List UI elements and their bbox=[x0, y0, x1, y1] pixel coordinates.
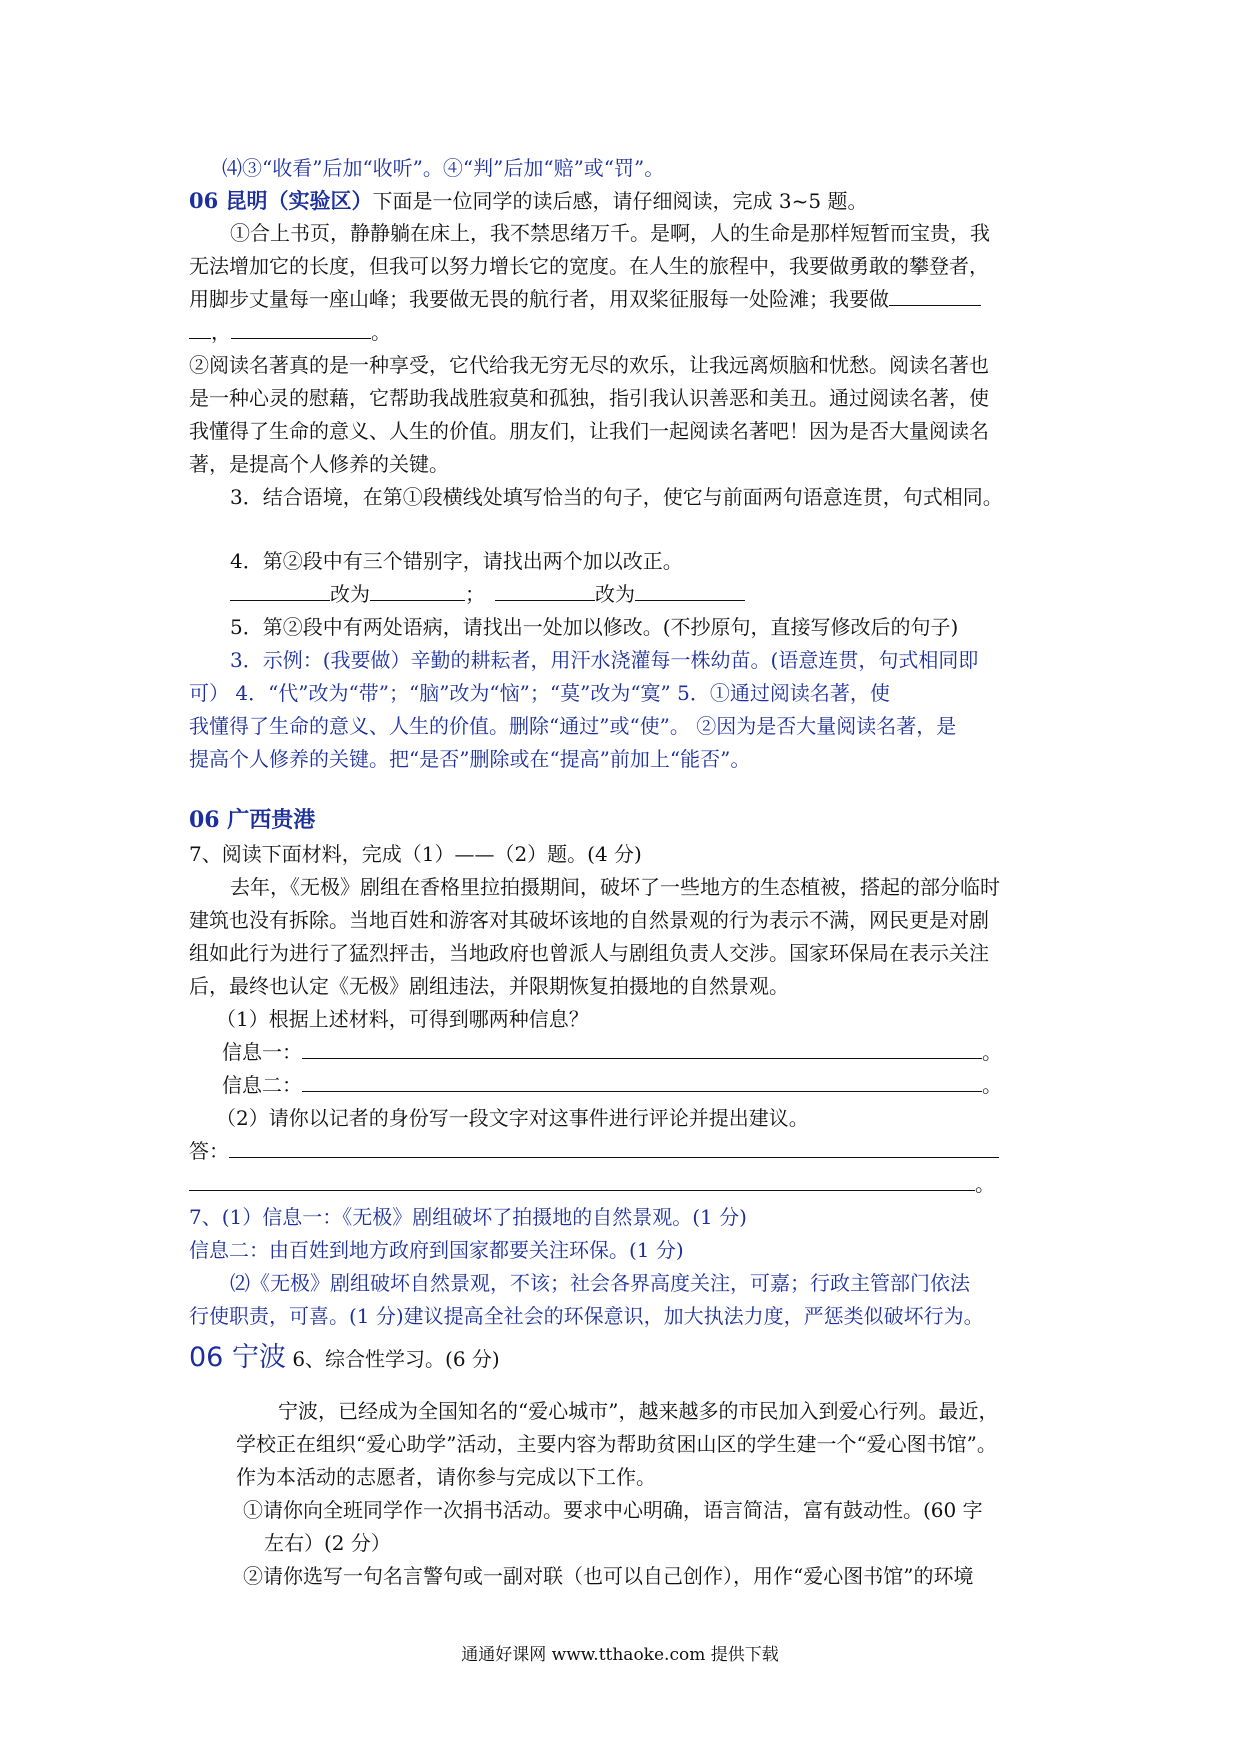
answer-blank[interactable] bbox=[230, 582, 330, 601]
answer-blank[interactable] bbox=[189, 320, 211, 339]
paragraph-line: 用脚步丈量每一座山峰；我要做无畏的航行者，用双桨征服每一处险滩；我要做 bbox=[189, 287, 981, 311]
paragraph-line: 我懂得了生命的意义、人生的价值。朋友们，让我们一起阅读名著吧！因为是否大量阅读名 bbox=[189, 419, 989, 443]
answer-line-2: 。 bbox=[189, 1172, 995, 1196]
answer-blank[interactable] bbox=[889, 287, 981, 306]
answer-line-1: 答： bbox=[189, 1139, 999, 1163]
question-line: 左右）(2 分） bbox=[264, 1531, 391, 1555]
answer-blank[interactable] bbox=[635, 582, 745, 601]
answer-line: 3．示例：(我要做）辛勤的耕耘者，用汗水浇灌每一株幼苗。(语意连贯，句式相同即 bbox=[230, 648, 979, 672]
paragraph-line: ②阅读名著真的是一种享受，它代给我无穷无尽的欢乐，让我远离烦脑和忧愁。阅读名著也 bbox=[189, 353, 989, 377]
question-3: 3．结合语境，在第①段横线处填写恰当的句子，使它与前面两句语意连贯，句式相同。 bbox=[230, 485, 1003, 509]
section-heading: 06 宁波 bbox=[189, 1342, 286, 1373]
answer-line: ⑵《无极》剧组破坏自然景观，不该；社会各界高度关注，可嘉；行政主管部门依法 bbox=[230, 1271, 970, 1295]
question-7: 7、阅读下面材料，完成（1）——（2）题。(4 分) bbox=[189, 842, 642, 866]
paragraph-line: 著，是提高个人修养的关键。 bbox=[189, 452, 449, 476]
subquestion-2: （2）请你以记者的身份写一段文字对这事件进行评论并提出建议。 bbox=[216, 1106, 809, 1130]
section-kunming-heading bbox=[189, 188, 867, 213]
question-5: 5．第②段中有两处语病，请找出一处加以修改。(不抄原句，直接写修改后的句子) bbox=[230, 615, 959, 639]
section-title: 6、综合性学习。(6 分) bbox=[292, 1347, 500, 1371]
answer-line: 行使职责，可喜。(1 分)建议提高全社会的环保意识，加大执法力度，严惩类似破坏行为。 bbox=[189, 1304, 984, 1328]
material-line: 去年，《无极》剧组在香格里拉拍摄期间，破坏了一些地方的生态植被，搭起的部分临时 bbox=[230, 875, 1000, 899]
answer-blank[interactable] bbox=[495, 582, 595, 601]
section-heading: 06 昆明（实验区） bbox=[189, 188, 373, 213]
paragraph-line: 作为本活动的志愿者，请你参与完成以下工作。 bbox=[236, 1465, 656, 1489]
section-intro: 下面是一位同学的读后感，请仔细阅读，完成 3~5 题。 bbox=[372, 189, 868, 213]
page-footer: 通通好课网 www.tthaoke.com 提供下载 bbox=[461, 1645, 779, 1665]
answer-line: 信息二：由百姓到地方政府到国家都要关注环保。(1 分) bbox=[189, 1238, 684, 1262]
material-line: 建筑也没有拆除。当地百姓和游客对其破坏该地的自然景观的行为表示不满，网民更是对剧 bbox=[189, 908, 989, 932]
answer-blank[interactable] bbox=[370, 582, 465, 601]
section-ningbo-heading bbox=[189, 1342, 500, 1374]
answer-line: 提高个人修养的关键。把“是否”删除或在“提高”前加上“能否”。 bbox=[189, 747, 751, 771]
subquestion-1: （1）根据上述材料，可得到哪两种信息？ bbox=[216, 1007, 589, 1031]
answer-line: 7、(1）信息一：《无极》剧组破坏了拍摄地的自然景观。(1 分) bbox=[189, 1205, 747, 1229]
answer-blank[interactable] bbox=[302, 1073, 982, 1092]
material-line: 后，最终也认定《无极》剧组违法，并限期恢复拍摄地的自然景观。 bbox=[189, 974, 789, 998]
material-line: 组如此行为进行了猛烈抨击，当地政府也曾派人与剧组负责人交涉。国家环保局在表示关注 bbox=[189, 941, 989, 965]
paragraph-line: 宁波，已经成为全国知名的“爱心城市”，越来越多的市民加入到爱心行列。最近， bbox=[278, 1399, 999, 1423]
paragraph-line: 学校正在组织“爱心助学”活动，主要内容为帮助贫困山区的学生建一个“爱心图书馆”。 bbox=[236, 1432, 997, 1456]
answer-blank[interactable] bbox=[302, 1040, 982, 1059]
paragraph-line: 无法增加它的长度，但我可以努力增长它的宽度。在人生的旅程中，我要做勇敢的攀登者， bbox=[189, 254, 989, 278]
correction-line: 改为 ； 改为 bbox=[230, 582, 745, 606]
answer-line: 可） 4．“代”改为“带”；“脑”改为“恼”；“莫”改为“寞” 5．①通过阅读名著，使 bbox=[189, 681, 890, 705]
answers-top: ⑷③“收看”后加“收听”。④“判”后加“赔”或“罚”。 bbox=[222, 156, 665, 180]
paragraph-line: 是一种心灵的慰藉，它帮助我战胜寂莫和孤独，指引我认识善恶和美丑。通过阅读名著，使 bbox=[189, 386, 989, 410]
answer-blank[interactable] bbox=[231, 320, 371, 339]
question-line: ①请你向全班同学作一次捐书活动。要求中心明确，语言简洁，富有鼓动性。(60 字 bbox=[243, 1498, 983, 1522]
paragraph-line: ①合上书页，静静躺在床上，我不禁思绪万千。是啊，人的生命是那样短暂而宝贵，我 bbox=[230, 221, 990, 245]
question-4: 4．第②段中有三个错别字，请找出两个加以改正。 bbox=[230, 549, 683, 573]
answer-blank[interactable] bbox=[189, 1172, 975, 1191]
info-1-line: 信息一： 。 bbox=[222, 1040, 1002, 1064]
section-guigang-heading: 06 广西贵港 bbox=[189, 807, 316, 833]
info-2-line: 信息二： 。 bbox=[222, 1073, 1002, 1097]
answer-blank[interactable] bbox=[229, 1139, 999, 1158]
answer-line: 我懂得了生命的意义、人生的价值。删除“通过”或“使”。 ②因为是否大量阅读名著，是 bbox=[189, 714, 957, 738]
blank-line: ， 。 bbox=[189, 320, 391, 344]
question-line: ②请你选写一句名言警句或一副对联（也可以自己创作），用作“爱心图书馆”的环境 bbox=[243, 1564, 974, 1588]
